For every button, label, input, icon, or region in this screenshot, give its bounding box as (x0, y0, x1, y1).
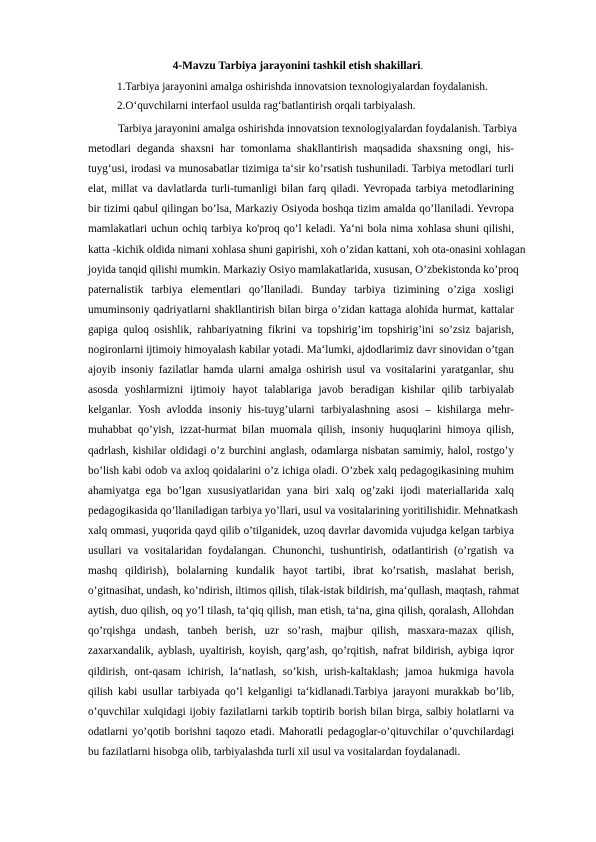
paragraph-line: muhabbat qo’yish, izzat-hurmat bilan muomala qilish, insoniy huquqlarini himoya qilish, (88, 424, 514, 437)
paragraph-line: asosda yoshlarmizni ijtimoiy hayot talablariga javob beradigan kishilar qilib tarbiyalab (88, 384, 514, 397)
paragraph-line: xalq ommasi, yuqorida qayd qilib o’tilganidek, uzoq davrlar davomida vujudga kelgan tarbiya (88, 524, 514, 537)
paragraph-line: gapiga quloq osishlik, rahbariyatning fikrini va topshirig’im topshirig’ini so’zsiz bajarish, (88, 323, 514, 336)
paragraph-line: pedagogikasida qo’llaniladigan tarbiya yo’llari, usul va vositalarining yoritilishidir. Mehnatkash (88, 504, 519, 517)
body-paragraph (88, 119, 526, 762)
paragraph-line: Tarbiya jarayonini amalga oshirishda innovatsion texnologiyalardan foydalanish. Tarbiya (118, 123, 518, 135)
paragraph-line: qilish kabi usullar tarbiyada qo’l kelganligi ta‘kidlanadi.Tarbiya jarayoni murakkab bo’lib, (88, 685, 514, 698)
paragraph-line: qildirish, ont-qasam ichirish, la‘natlash, so’kish, urish-kaltaklash; jamoa hukmiga havola (88, 665, 514, 678)
page-title (0, 59, 596, 73)
title-period: . (420, 60, 424, 72)
paragraph-line: elat, millat va davlatlarda turli-tumanligi bilan farq qiladi. Yevropada tarbiya metodlarining (88, 183, 514, 196)
paragraph-line: qadrlash, kishilar oldidagi o’z burchini anglash, odamlarga nisbatan samimiy, halol, rostgo’y (88, 444, 514, 457)
paragraph-line: mamlakatlari uchun ochiq tarbiya ko'proq qo’l keladi. Ya‘ni bola nima xohlasa shuni qilishi, (88, 223, 514, 236)
paragraph-line: bo’lish kabi odob va axloq qoidalarini o’z ichiga oladi. O’zbek xalq pedagogikasining muhim (88, 464, 514, 477)
paragraph-line: odatlarni yo’qotib borishni taqozo etadi. Mahoratli pedagoglar-o’qituvchilar o’quvchilardagi (88, 725, 514, 738)
paragraph-line: metodlari deganda shaxsni har tomonlama shakllantirish maqsadida shaxsning ongi, his- (88, 143, 514, 156)
paragraph-line: o’quvchilar xulqidagi ijobiy fazilatlarni tarkib toptirib borish bilan birga, salbiy holatlarni va (88, 705, 514, 718)
paragraph-line: joyida tanqid qilishi mumkin. Markaziy Osiyo mamlakatlarida, xususan, O’zbekistonda ko’proq (88, 263, 519, 276)
paragraph-line: kelganlar. Yosh avlodda insoniy his-tuyg’ularni tarbiyalashning asosi – kishilarga mehr- (88, 404, 514, 417)
paragraph-line: o’gitnasihat, undash, ko’ndirish, iltimos qilish, tilak-istak bildirish, ma‘qullash, maqtash, rahmat (88, 585, 520, 598)
paragraph-line: bir tizimi qabul qilingan bo’lsa, Markaziy Osiyoda boshqa tizim amalda qo’llaniladi. Yevropa (88, 203, 514, 216)
plan-item-1: 1.Tarbiya jarayonini amalga oshirishda innovatsion texnologiyalardan foydalanish. (117, 81, 488, 93)
paragraph-line: bu fazilatlarni hisobga olib, tarbiyalashda turli xil usul va vositalardan foydalanadi. (88, 745, 461, 758)
paragraph-line: ajoyib insoniy fazilatlar hamda ularni amalga oshirish usul va vositalarini yaratganlar, shu (88, 364, 514, 377)
paragraph-line: ahamiyatga ega bo’lgan xususiyatlaridan yana biri xalq og’zaki ijodi materiallarida xalq (88, 484, 514, 497)
title-text: 4-Mavzu Tarbiya jarayonini tashkil etish shakillari (172, 60, 421, 72)
paragraph-line: mashq qildirish), bolalarning kundalik hayot tartibi, ibrat ko’rsatish, maslahat berish, (88, 565, 514, 578)
plan-item-2: 2.O‘quvchilarni interfaol usulda rag‘batlantirish orqali tarbiyalash. (117, 100, 416, 112)
paragraph-line: paternalistik tarbiya elementlari qo’llaniladi. Bunday tarbiya tizimining o’ziga xosligi (88, 283, 514, 296)
paragraph-line: qo’rqishga undash, tanbeh berish, uzr so’rash, majbur qilish, masxara-mazax qilish, (88, 625, 514, 638)
paragraph-line: umuminsoniy qadriyatlarni shakllantirish bilan birga o’zidan kattaga alohida hurmat, kattalar (88, 303, 514, 316)
paragraph-line: zaxarxandalik, ayblash, uyaltirish, koyish, qarg’ash, qo’rqitish, nafrat bildirish, aybiga iqror (88, 645, 514, 658)
paragraph-line: katta -kichik oldida nimani xohlasa shuni gapirishi, xoh o’zidan kattani, xoh ota-onasini xohlagan (88, 243, 526, 256)
paragraph-line: tuyg‘usi, irodasi va munosabatlar tizimiga ta‘sir ko’rsatish tushuniladi. Tarbiya metodlari turli (88, 163, 514, 176)
paragraph-line: nogironlarni ijtimoiy himoyalash kabilar yotadi. Ma‘lumki, ajdodlarimiz davr sinovidan o’tgan (88, 344, 514, 357)
paragraph-line: aytish, duo qilish, oq yo’l tilash, ta‘qiq qilish, man etish, ta‘na, gina qilish, qoralash, Allohdan (88, 605, 514, 618)
paragraph-line: usullari va vositalaridan foydalangan. Chunonchi, tushuntirish, odatlantirish (o’rgatish va (88, 544, 514, 557)
